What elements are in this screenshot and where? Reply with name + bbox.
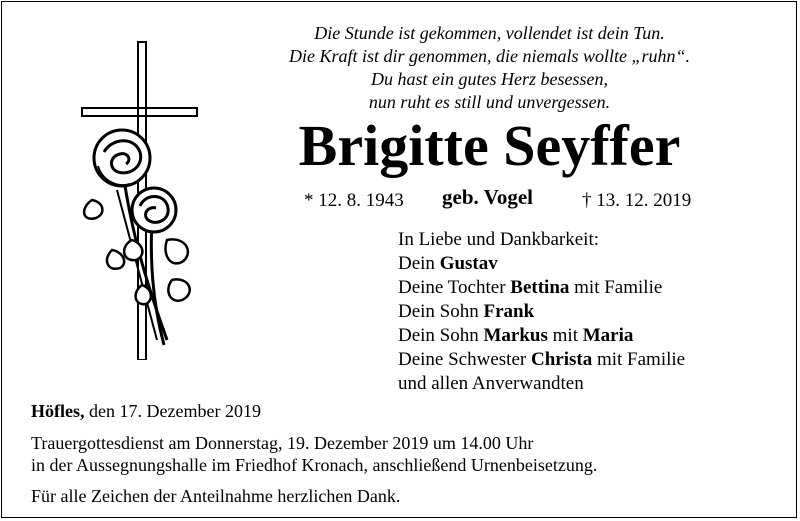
mourners-list [398,228,685,396]
mourner-line: Dein Sohn Frank [398,301,535,322]
place-date [31,400,261,422]
mourner-line: Dein Sohn Markus mit Maria [398,325,634,346]
mourner-name: Maria [582,325,634,346]
mourners-outro: und allen Anverwandten [398,373,584,394]
poem-line: Die Stunde ist gekommen, vollendet ist dein Tun. [314,23,665,43]
mourner-name: Markus [483,325,548,346]
mourners-intro: In Liebe und Dankbarkeit: [398,229,600,250]
service-info-line-1: Trauergottesdienst am Donnerstag, 19. Dezember 2019 um 14.00 Uhr [31,433,534,453]
mourner-name: Gustav [439,253,498,274]
poem-line: nun ruht es still und unvergessen. [368,92,611,112]
place: Höfles, [31,401,85,421]
mourner-name: Christa [530,349,593,370]
poem-line: Du hast ein gutes Herz besessen, [371,69,608,89]
deceased-name: Brigitte Seyffer [298,113,681,178]
mourner-line: Dein Gustav [398,253,498,274]
mourner-name: Bettina [510,277,570,298]
death-date: † 13. 12. 2019 [582,190,692,211]
thanks-note: Für alle Zeichen der Anteilnahme herzlichen Dank. [31,486,401,506]
mourner-line: Deine Schwester Christa mit Familie [398,349,686,370]
poem [262,22,717,114]
poem-line: Die Kraft ist dir genommen, die niemals wollte „ruhn“. [288,46,690,66]
service-info-line-2: in der Aussegnungshalle im Friedhof Kronach, anschließend Urnenbeisetzung. [31,455,598,475]
cross-with-roses-icon [72,40,202,360]
obituary-notice [1,1,797,518]
birth-date: * 12. 8. 1943 [304,190,404,211]
mourner-name: Frank [483,301,535,322]
maiden-name: geb. Vogel [442,185,534,209]
date: den 17. Dezember 2019 [84,401,261,421]
mourner-line: Deine Tochter Bettina mit Familie [398,277,663,298]
